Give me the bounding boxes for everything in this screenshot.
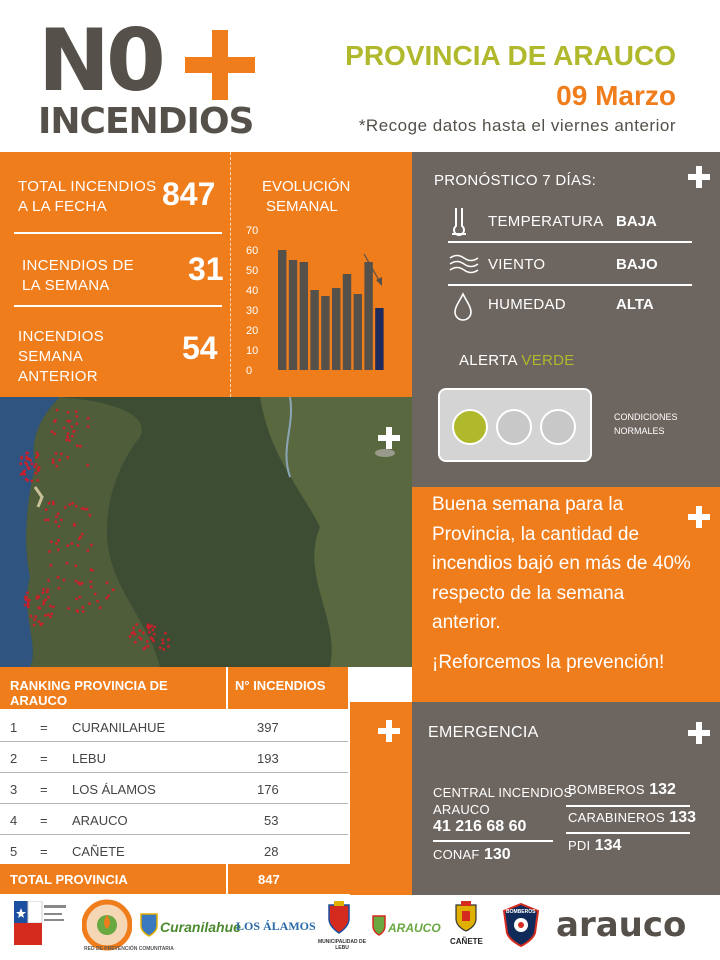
fire-point <box>25 596 28 599</box>
fire-point <box>55 542 58 545</box>
fire-point <box>66 456 69 459</box>
canete-shield-icon <box>454 901 478 933</box>
fire-point <box>71 435 74 438</box>
fire-point <box>54 419 57 422</box>
fire-point <box>37 469 40 472</box>
fire-point <box>76 610 79 613</box>
fire-point <box>66 562 69 565</box>
fire-point <box>167 638 170 641</box>
bomberos-line: BOMBEROS 132 <box>568 781 676 798</box>
emergency-left-plus-icon[interactable] <box>378 720 400 742</box>
fire-point <box>76 415 79 418</box>
stats-rule <box>14 305 222 307</box>
logo-no-text: N0 <box>38 11 162 111</box>
prev-week-label: INCENDIOS SEMANA ANTERIOR <box>18 328 105 385</box>
fire-point <box>58 459 61 462</box>
forecast-rule <box>448 284 692 286</box>
chart-y-tick-label: 60 <box>246 245 259 257</box>
fire-point <box>129 635 132 638</box>
fire-point <box>81 533 84 536</box>
chart-y-tick-label: 20 <box>246 325 259 337</box>
fire-point <box>30 615 33 618</box>
curanilahue-logo: Curanilahue <box>160 919 241 935</box>
fire-point <box>90 586 93 589</box>
fire-point <box>21 472 24 475</box>
fire-point <box>87 425 90 428</box>
fire-point <box>73 524 76 527</box>
fire-point <box>162 642 165 645</box>
fire-point <box>81 606 84 609</box>
fire-point <box>34 615 37 618</box>
table-row: 3 = LOS ÁLAMOS 176 <box>0 773 348 804</box>
fire-point <box>167 645 170 648</box>
fire-point <box>27 599 30 602</box>
table-row: 5 = CAÑETE 28 <box>10 844 279 859</box>
fire-point <box>74 564 77 567</box>
fire-point <box>47 613 50 616</box>
fire-point <box>49 605 52 608</box>
alert-light-off <box>496 409 532 445</box>
ranking-table <box>0 667 350 895</box>
forecast-rule <box>448 241 692 243</box>
fire-point <box>96 600 99 603</box>
fire-point <box>146 640 149 643</box>
fire-point <box>67 411 70 414</box>
forecast-temp-label: TEMPERATURA <box>488 213 604 230</box>
fire-point <box>36 479 39 482</box>
fire-point <box>23 469 26 472</box>
fire-point <box>75 410 78 413</box>
fire-point <box>37 620 40 623</box>
chart-bar <box>364 262 372 370</box>
week-label: INCENDIOS DE LA SEMANA <box>22 257 134 294</box>
fire-point <box>24 461 27 464</box>
province-title: PROVINCIA DE ARAUCO <box>345 40 676 71</box>
fire-point <box>26 479 29 482</box>
ranking-header-right: N° INCENDIOS <box>228 667 348 709</box>
fire-point <box>35 463 38 466</box>
fire-point <box>60 453 63 456</box>
arauco-municipal-logo: ARAUCO <box>388 921 441 935</box>
forecast-humidity-label: HUMEDAD <box>488 296 566 313</box>
fire-point <box>56 409 59 412</box>
forecast-title: PRONÓSTICO 7 DÍAS: <box>434 172 597 189</box>
chart-bar <box>332 288 340 370</box>
chart-bar <box>289 260 297 370</box>
alert-light-green <box>452 409 488 445</box>
chart-y-tick-label: 0 <box>246 365 253 377</box>
fire-point <box>67 432 70 435</box>
chart-y-tick-label: 10 <box>246 345 259 357</box>
fire-point <box>71 542 74 545</box>
fire-point <box>58 525 61 528</box>
fire-point <box>46 588 49 591</box>
fire-point <box>44 614 47 617</box>
fire-point <box>55 452 58 455</box>
sponsor-logos <box>0 895 720 960</box>
data-note: *Recoge datos hasta el viernes anterior <box>358 116 676 135</box>
chart-bar <box>375 308 383 370</box>
table-row: 1 = CURANILAHUE 397 <box>0 711 348 742</box>
forecast-wind-value: BAJO <box>616 256 658 273</box>
drop-icon <box>452 292 474 322</box>
fire-point <box>33 618 36 621</box>
central-number[interactable]: 41 216 68 60 <box>433 818 527 835</box>
stats-divider <box>230 152 231 397</box>
alert-level: VERDE <box>521 352 575 369</box>
lebu-logo: MUNICIPALIDAD DE LEBU <box>318 939 366 951</box>
fire-point <box>139 629 142 632</box>
conditions-label: CONDICIONES NORMALES <box>614 412 678 436</box>
emergency-rule <box>566 832 690 834</box>
fire-point <box>26 591 29 594</box>
chart-bar <box>321 296 329 370</box>
fire-point <box>106 581 109 584</box>
stats-rule <box>14 232 222 234</box>
fire-point <box>91 569 94 572</box>
fire-point <box>67 607 70 610</box>
fire-point <box>33 624 36 627</box>
fire-point <box>52 458 55 461</box>
week-value: 31 <box>188 251 224 287</box>
fire-point <box>78 596 81 599</box>
chart-y-tick-label: 50 <box>246 265 259 277</box>
fire-point <box>30 480 33 483</box>
fire-point <box>87 549 90 552</box>
chart-y-tick-label: 70 <box>246 225 259 237</box>
emergency-expand-plus-icon[interactable] <box>688 722 710 744</box>
arauco-shield-icon <box>372 915 386 937</box>
fire-point <box>65 439 68 442</box>
fire-point <box>64 506 67 509</box>
fire-point <box>75 505 78 508</box>
fire-point <box>63 427 66 430</box>
central-label: CENTRAL INCENDIOS ARAUCO <box>433 785 573 817</box>
fire-point <box>82 610 85 613</box>
emergency-title: EMERGENCIA <box>428 724 539 741</box>
arauco-company-logo: arauco <box>556 905 687 945</box>
fire-point <box>90 544 93 547</box>
fire-point <box>47 596 50 599</box>
fire-point <box>86 464 89 467</box>
fire-point <box>152 640 155 643</box>
fire-point <box>47 518 50 521</box>
fire-point <box>134 641 137 644</box>
pdi-line: PDI 134 <box>568 837 622 854</box>
carabineros-line: CARABINEROS 133 <box>568 809 696 826</box>
canete-logo: CAÑETE <box>450 937 483 946</box>
fire-point <box>26 452 29 455</box>
logo-plus-icon <box>185 30 255 100</box>
fire-point <box>37 606 40 609</box>
fire-point <box>44 519 47 522</box>
fire-point <box>36 595 39 598</box>
fire-point <box>73 430 76 433</box>
fire-point <box>94 593 97 596</box>
fire-point <box>43 600 46 603</box>
fire-point <box>66 435 69 438</box>
total-value: 847 <box>162 176 216 212</box>
fire-point <box>79 583 82 586</box>
chart-y-tick-label: 40 <box>246 285 259 297</box>
alert-light-off <box>540 409 576 445</box>
fire-point <box>24 604 27 607</box>
fire-point <box>42 603 45 606</box>
fire-point <box>132 627 135 630</box>
alert-traffic-light <box>438 388 592 462</box>
chart-bar <box>354 294 362 370</box>
fire-point <box>153 633 156 636</box>
fire-point <box>148 631 151 634</box>
fire-point <box>161 639 164 642</box>
fire-point <box>88 602 91 605</box>
fire-point <box>36 452 39 455</box>
curanilahue-shield-icon <box>140 913 158 937</box>
chart-bar <box>310 290 318 370</box>
logo-incendios-text: INCENDIOS <box>38 101 254 142</box>
satellite-map <box>0 397 412 667</box>
fire-point <box>71 502 74 505</box>
fire-point <box>74 580 77 583</box>
thermometer-icon <box>448 206 470 236</box>
map-expand-plus-icon[interactable] <box>378 427 400 449</box>
fire-point <box>77 544 80 547</box>
fire-point <box>147 623 150 626</box>
fire-point <box>52 461 55 464</box>
fire-point <box>42 591 45 594</box>
fire-point <box>49 616 52 619</box>
fire-point <box>88 514 91 517</box>
fire-point <box>20 457 23 460</box>
fire-point <box>62 579 65 582</box>
fire-point <box>159 646 162 649</box>
fire-point <box>151 629 154 632</box>
message-cta: ¡Reforcemos la prevención! <box>432 652 665 673</box>
weekly-bar-chart <box>240 222 400 382</box>
fire-point <box>71 425 74 428</box>
fire-point <box>57 576 60 579</box>
fire-point <box>57 512 60 515</box>
fire-point <box>52 606 55 609</box>
fire-point <box>138 636 141 639</box>
fire-point <box>75 598 78 601</box>
table-row: 2 = LEBU 193 <box>0 742 348 773</box>
forecast-humidity-value: ALTA <box>616 296 654 313</box>
ranking-total-row: TOTAL PROVINCIA 847 <box>0 864 350 894</box>
fire-point <box>48 502 51 505</box>
fire-point <box>57 548 60 551</box>
fire-point <box>150 636 153 639</box>
fire-point <box>153 626 156 629</box>
emergency-rule <box>433 840 553 842</box>
fire-point <box>27 604 30 607</box>
fire-point <box>42 588 45 591</box>
chart-bar <box>278 250 286 370</box>
fire-point <box>58 587 61 590</box>
message-text: Buena semana para la Provincia, la cantidad de incendios bajó en más de 40% respecto de la semana anterior. <box>432 494 691 633</box>
fire-point <box>31 463 34 466</box>
wind-icon <box>448 253 480 275</box>
prev-week-value: 54 <box>182 330 218 366</box>
evolution-label: EVOLUCIÓN SEMANAL <box>262 178 351 215</box>
fire-point <box>55 515 58 518</box>
fire-point <box>112 588 115 591</box>
fire-point <box>25 455 28 458</box>
fire-point <box>135 623 138 626</box>
fire-point <box>48 550 51 553</box>
fire-point <box>132 631 135 634</box>
report-date: 09 Marzo <box>556 80 676 111</box>
fire-point <box>79 536 82 539</box>
chart-bar <box>300 262 308 370</box>
chart-bar <box>343 274 351 370</box>
fire-point <box>50 540 53 543</box>
fire-point <box>52 501 55 504</box>
total-label: TOTAL INCENDIOS A LA FECHA <box>18 178 157 215</box>
fire-point <box>162 648 165 651</box>
fire-point <box>28 467 31 470</box>
expand-plus-icon[interactable] <box>688 166 710 188</box>
government-logo <box>14 901 70 953</box>
fire-point <box>51 430 54 433</box>
fire-point <box>29 459 32 462</box>
fire-point <box>55 465 58 468</box>
forecast-wind-label: VIENTO <box>488 256 546 273</box>
los-alamos-logo: LOS ÁLAMOS <box>236 919 316 933</box>
fire-point <box>79 445 82 448</box>
fire-point <box>33 465 36 468</box>
fire-point <box>49 564 52 567</box>
fire-point <box>76 444 79 447</box>
fire-point <box>60 519 63 522</box>
fire-point <box>54 520 57 523</box>
red-prevencion-logo <box>82 899 132 953</box>
fire-point <box>164 632 167 635</box>
fire-point <box>67 420 70 423</box>
fire-point <box>36 597 39 600</box>
fire-point <box>47 579 50 582</box>
fire-point <box>86 508 89 511</box>
fire-point <box>105 597 108 600</box>
emergency-rule <box>566 805 690 807</box>
trend-arrowhead-icon <box>376 277 382 286</box>
fire-point <box>87 417 90 420</box>
fire-point <box>50 613 53 616</box>
alert-status: ALERTA VERDE <box>459 352 575 369</box>
fire-point <box>57 539 60 542</box>
fire-point <box>89 580 92 583</box>
red-prevencion-text: RED DE PREVENCIÓN COMUNITARIA <box>84 946 174 952</box>
fire-point <box>19 462 22 465</box>
fire-point <box>76 422 79 425</box>
chart-y-tick-label: 30 <box>246 305 259 317</box>
fire-point <box>68 439 71 442</box>
fire-point <box>34 472 37 475</box>
fire-point <box>143 648 146 651</box>
fire-point <box>45 508 48 511</box>
ranking-header-left: RANKING PROVINCIA DE ARAUCO <box>0 667 226 709</box>
fire-point <box>66 544 69 547</box>
fire-point <box>68 503 71 506</box>
forecast-temp-value: BAJA <box>616 213 657 230</box>
table-row: 4 = ARAUCO 53 <box>0 804 348 835</box>
fire-point <box>142 632 145 635</box>
fire-point <box>53 432 56 435</box>
fire-point <box>83 507 86 510</box>
fire-point <box>99 606 102 609</box>
lebu-shield-icon <box>328 901 350 935</box>
bomberos-logo-text: BOMBEROS <box>506 909 536 915</box>
conaf-line: CONAF 130 <box>433 846 511 860</box>
fire-point <box>39 623 42 626</box>
fire-point <box>147 645 150 648</box>
